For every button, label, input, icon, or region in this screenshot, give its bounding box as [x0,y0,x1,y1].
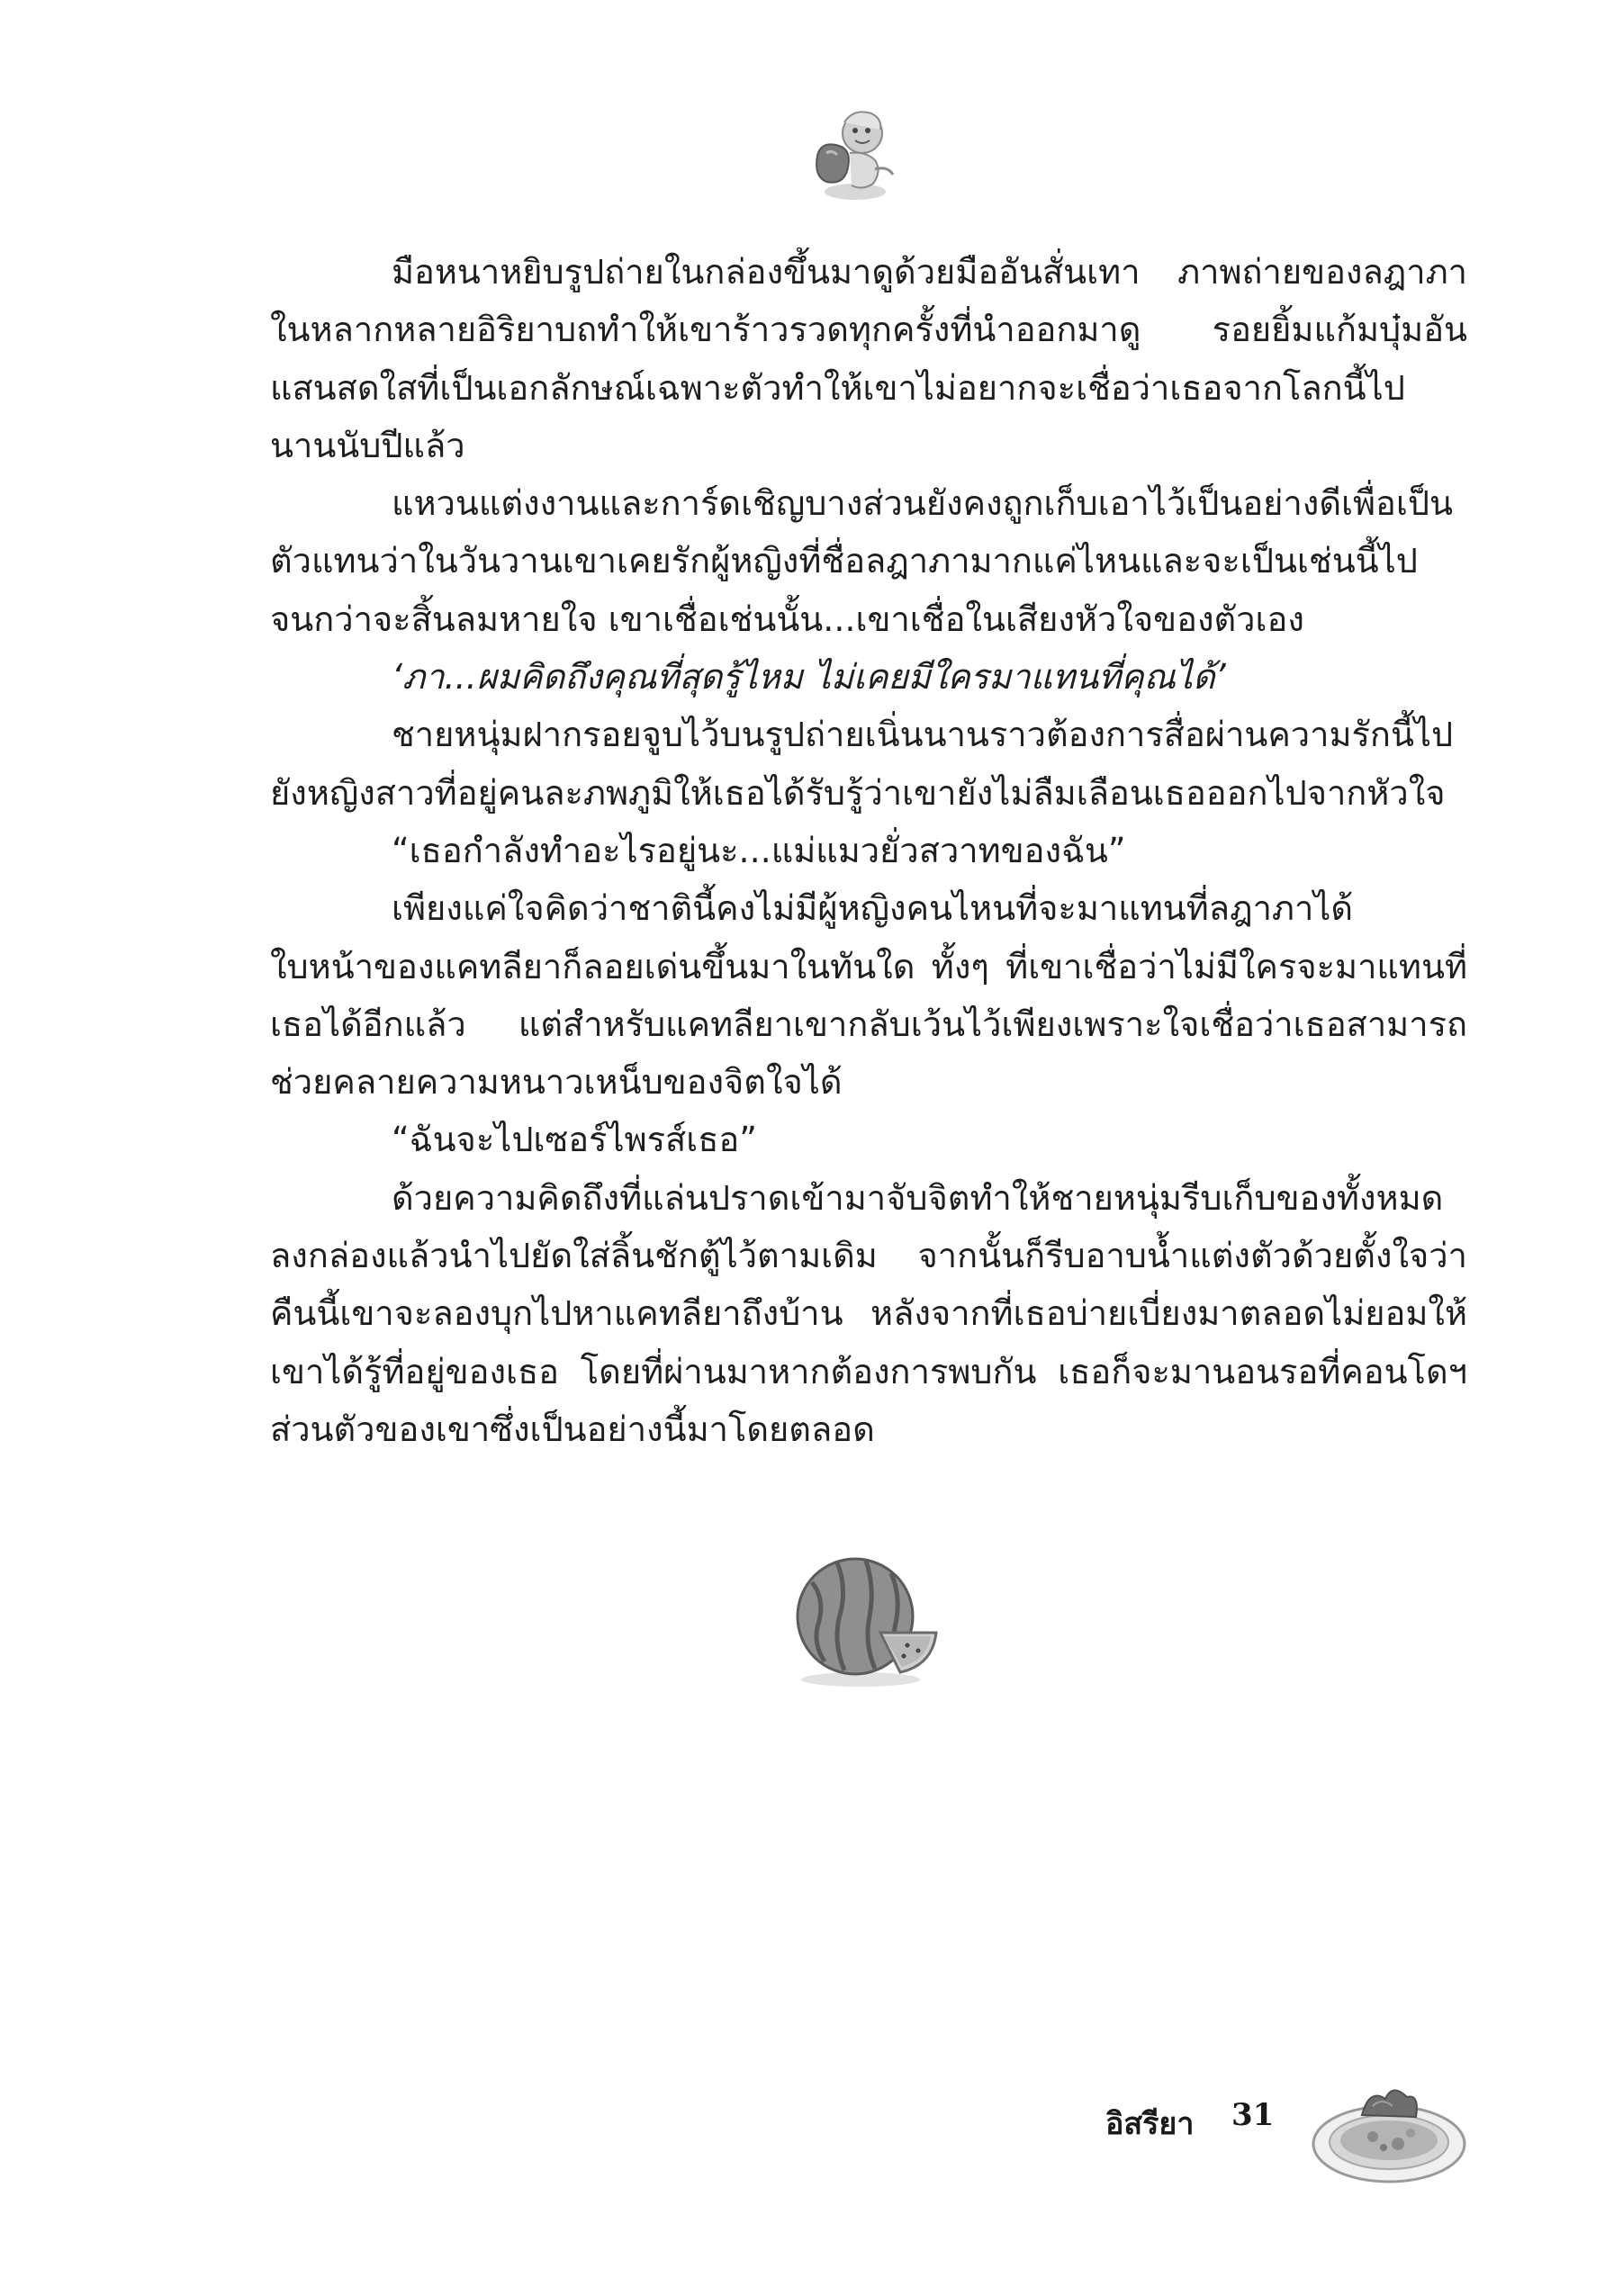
paragraph-3-inner-thought: ‘ภา...ผมคิดถึงคุณที่สุดรู้ไหม ไม่เคยมีใครมาแทนที่คุณได้’ [392,657,1226,698]
food-plate-icon [1310,2061,1467,2187]
paragraph-2: แหวนแต่งงานและการ์ดเชิญบางส่วนยังคงถูกเก็บเอาไว้เป็นอย่างดีเพื่อเป็นตัวแทนว่าในวันวานเขาเคยรักผู้หญิงที่ชื่อลฎาภามากแค่ไหนและจะเป็นเช่นนี้ไปจนกว่าจะสิ้นลมหายใจ เขาเชื่อเช่นนั้น...เขาเชื่อในเสียงหัวใจของตัวเอง [270,483,1453,639]
paragraph-8: ด้วยความคิดถึงที่แล่นปราดเข้ามาจับจิตทำให้ชายหนุ่มรีบเก็บของทั้งหมดลงกล่องแล้วนำไปยัดใส่ลิ้นชักตู้ไว้ตามเดิม จากนั้นก็รีบอาบน้ำแต่งตัวด้วยตั้งใจว่าคืนนี้เขาจะลองบุกไปหาแคทลียาถึงบ้าน หลังจากที่เธอบ่ายเบี่ยงมาตลอดไม่ยอมให้เขาได้รู้ที่อยู่ของเธอ โดยที่ผ่านมาหากต้องการพบกัน เธอก็จะมานอนรอที่คอนโดฯ ส่วนตัวของเขาซึ่งเป็นอย่างนี้มาโดยตลอด [270,1177,1467,1449]
paragraph-5-dialogue: “เธอกำลังทำอะไรอยู่นะ...แม่แมวยั่วสวาทของฉัน” [392,830,1126,870]
paragraph-6: เพียงแค่ใจคิดว่าชาตินี้คงไม่มีผู้หญิงคนไหนที่จะมาแทนที่ลฎาภาได้ ใบหน้าของแคทลียาก็ลอยเด่นขึ้นมาในทันใด ทั้งๆ ที่เขาเชื่อว่าไม่มีใครจะมาแทนที่เธอได้อีกแล้ว แต่สำหรับแคทลียาเขากลับเว้นไว้เพียงเพราะใจเชื่อว่าเธอสามารถช่วยคลายความหนาวเหน็บของจิตใจได้ [270,888,1467,1103]
paragraph-7-dialogue: “ฉันจะไปเซอร์ไพรส์เธอ” [392,1120,757,1160]
paragraph-4: ชายหนุ่มฝากรอยจูบไว้บนรูปถ่ายเนิ่นนานราวต้องการสื่อผ่านความรักนี้ไปยังหญิงสาวที่อยู่คนละภพภูมิให้เธอได้รับรู้ว่าเขายังไม่ลืมเลือนเธอออกไปจากหัวใจ [270,715,1454,813]
paragraph-1: มือหนาหยิบรูปถ่ายในกล่องขึ้นมาดูด้วยมืออันสั่นเทา ภาพถ่ายของลฎาภาในหลากหลายอิริยาบถทำให้เขาร้าวรวดทุกครั้งที่นำออกมาดู รอยยิ้มแก้มบุ๋มอันแสนสดใสที่เป็นเอกลักษณ์เฉพาะตัวทำให้เขาไม่อยากจะเชื่อว่าเธอจากโลกนี้ไปนานนับปีแล้ว [270,252,1467,465]
cartoon-ornament-icon [799,106,907,205]
story-text [270,243,1467,1458]
watermelon-icon [781,1546,943,1690]
running-footer-title: อิสรียา [1105,2106,1195,2142]
page-number: 31 [1231,2097,1275,2133]
